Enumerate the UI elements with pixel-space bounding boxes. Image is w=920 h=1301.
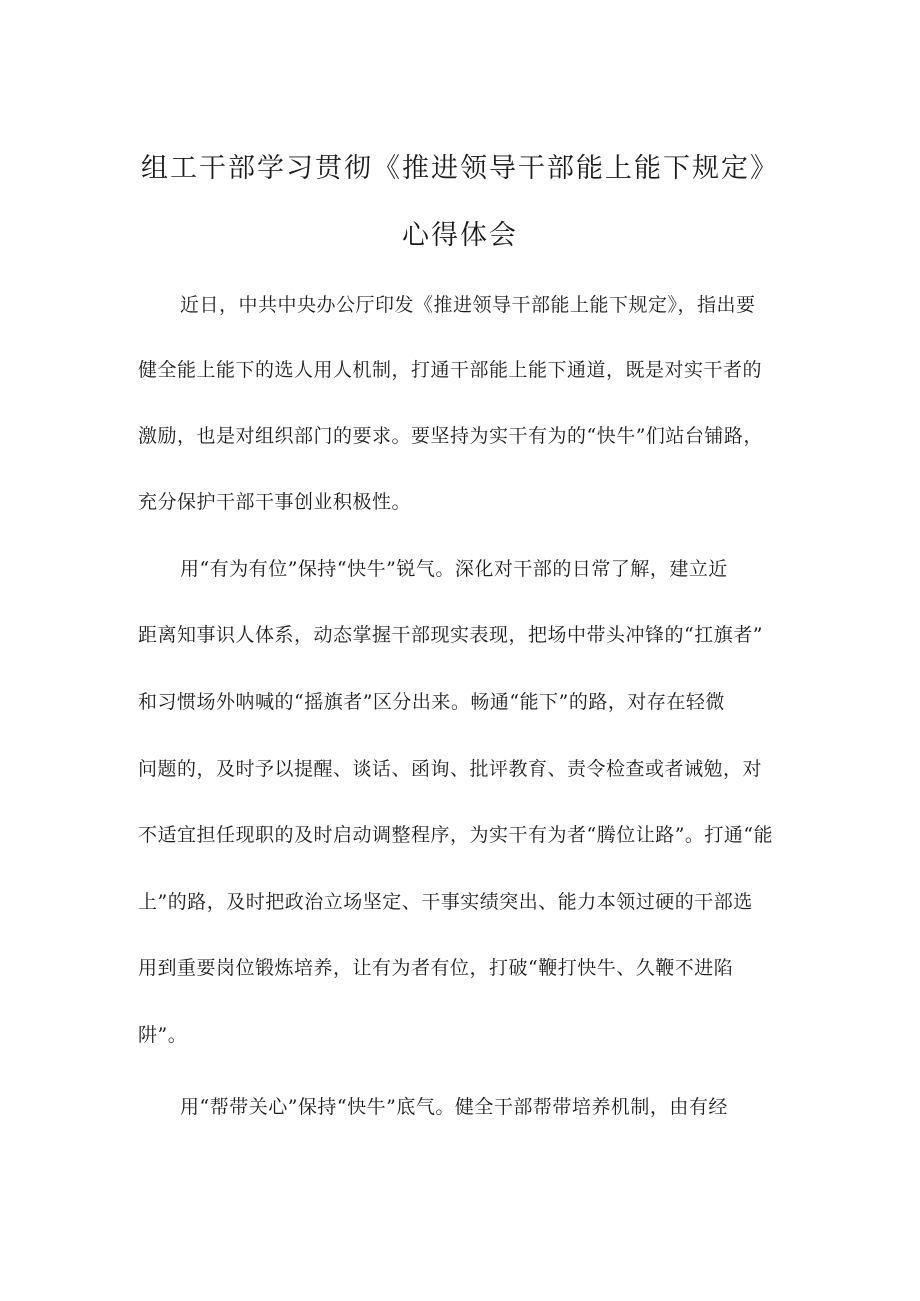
paragraph-1-line-4: 充分保护干部干事创业积极性。 — [138, 491, 412, 513]
paragraph-1-line-3: 激励，也是对组织部门的要求。要坚持为实干有为的“快牛”们站台铺路， — [138, 425, 763, 447]
document-title-line-1: 组工干部学习贯彻《推进领导干部能上能下规定》 — [141, 153, 779, 184]
paragraph-2-line-4: 问题的，及时予以提醒、谈话、函询、批评教育、责令检查或者诫勉，对 — [138, 758, 763, 780]
paragraph-2-line-8: 阱”。 — [138, 1024, 188, 1046]
paragraph-2-line-3: 和习惯场外呐喊的“摇旗者”区分出来。畅通“能下”的路，对存在轻微 — [138, 691, 725, 713]
paragraph-2-line-6: 上”的路，及时把政治立场坚定、干事实绩突出、能力本领过硬的干部选 — [138, 891, 753, 913]
paragraph-1-line-2: 健全能上能下的选人用人机制，打通干部能上能下通道，既是对实干者的 — [138, 359, 763, 381]
paragraph-2-line-1: 用“有为有位”保持“快牛”锐气。深化对干部的日常了解，建立近 — [180, 558, 728, 580]
paragraph-2-line-2: 距离知事识人体系，动态掌握干部现实表现，把场中带头冲锋的“扛旗者” — [138, 624, 763, 646]
paragraph-3-line-1: 用“帮带关心”保持“快牛”底气。健全干部帮带培养机制，由有经 — [180, 1096, 728, 1118]
paragraph-2-line-7: 用到重要岗位锻炼培养，让有为者有位，打破“鞭打快牛、久鞭不进陷 — [138, 957, 734, 979]
paragraph-1-line-1: 近日，中共中央办公厅印发《推进领导干部能上能下规定》，指出要 — [180, 294, 756, 316]
paragraph-2-line-5: 不适宜担任现职的及时启动调整程序，为实干有为者“腾位让路”。打通“能 — [138, 824, 774, 846]
document-title-line-2: 心得体会 — [402, 220, 518, 251]
